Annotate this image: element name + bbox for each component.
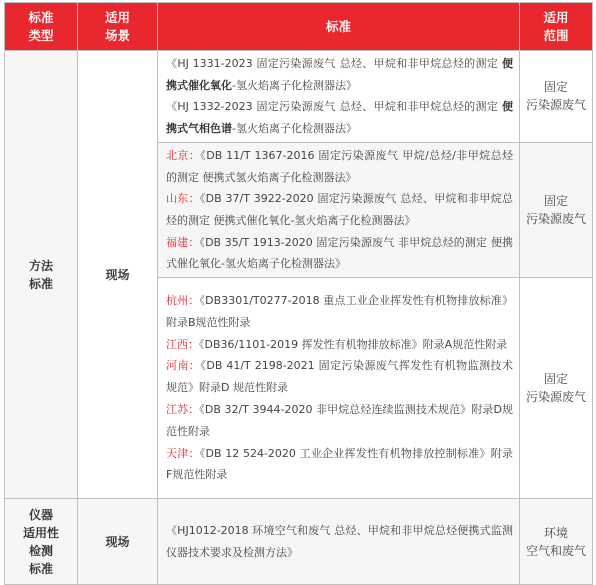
scope-line2: 污染源废气	[525, 211, 586, 226]
method-category-line1: 方法	[28, 258, 53, 273]
instrument-scope-cell	[520, 499, 593, 585]
instrument-category-line1: 仪器	[28, 507, 53, 522]
header-scene	[78, 3, 158, 51]
instrument-standard-cell	[158, 499, 520, 585]
appendix-standard-item: 江西：《DB36/1101-2019 挥发性有机物排放标准》附录A规范性附录	[166, 337, 508, 351]
local-scope-cell	[520, 142, 593, 277]
header-standard-label: 标准	[325, 18, 351, 34]
method-scene-label: 现场	[105, 267, 130, 282]
scope-line1: 固定	[543, 372, 568, 387]
instrument-scene-cell	[78, 499, 158, 585]
header-scene-line1: 适用	[104, 9, 130, 25]
method-scene-cell	[78, 51, 158, 499]
header-standard-type-line1: 标准	[28, 9, 54, 25]
method-category-line2: 标准	[28, 276, 53, 291]
standards-table	[4, 2, 593, 585]
local-standards-cell	[158, 142, 520, 277]
instrument-category-line4: 标准	[28, 561, 53, 576]
header-scope-line1: 适用	[543, 9, 569, 25]
instrument-standard-item: 《HJ1012-2018 环境空气和废气 总烃、甲烷和非甲烷总烃便携式监测仪器技术要求及检测方法》	[166, 523, 513, 559]
appendix-standard-item: 河南：《DB 41/T 2198-2021 固定污染源废气挥发性有机物监测技术规范》附录D 规范性附录	[166, 359, 514, 395]
table-row	[5, 51, 593, 143]
scope-line1: 固定	[543, 80, 568, 95]
appendix-standard-item: 天津：《DB 12 524-2020 工业企业挥发性有机物排放控制标准》附录F规范性附录	[166, 446, 514, 482]
national-standard-item: 《HJ 1332-2023 固定污染源废气 总烃、甲烷和非甲烷总烃的测定 便携式气相色谱-氢火焰离子化检测器法》	[166, 100, 513, 136]
scope-line1: 固定	[543, 193, 568, 208]
local-standard-item: 山东：《DB 37/T 3922-2020 固定污染源废气 总烃、甲烷和非甲烷总烃的测定 便携式催化氧化-氢火焰离子化检测器法》	[166, 192, 513, 227]
instrument-scene-label: 现场	[105, 534, 130, 549]
scope-line1: 环境	[543, 525, 568, 540]
instrument-category-line2: 适用性	[22, 525, 59, 540]
local-standard-item: 福建：《DB 35/T 1913-2020 固定污染源废气 非甲烷总烃的测定 便携式催化氧化-氢火焰离子化检测器法》	[166, 235, 513, 271]
appendix-scope-cell	[520, 278, 593, 499]
scope-line2: 污染源废气	[525, 98, 586, 113]
header-row	[5, 3, 593, 51]
national-scope-cell	[520, 51, 593, 143]
scope-line2: 空气和废气	[525, 543, 586, 558]
header-standard-type	[5, 3, 78, 51]
header-scene-line2: 场景	[104, 27, 130, 43]
appendix-standard-item: 江苏：《DB 32/T 3944-2020 非甲烷总烃连续监测技术规范》附录D规范性附录	[166, 402, 514, 438]
instrument-category-line3: 检测	[28, 543, 53, 558]
header-scope-line2: 范围	[543, 27, 569, 43]
instrument-category-cell	[5, 499, 78, 585]
header-standard	[158, 3, 520, 51]
table-row	[5, 499, 593, 585]
header-scope	[520, 3, 593, 51]
method-category-cell	[5, 51, 78, 499]
header-standard-type-line2: 类型	[28, 27, 54, 43]
scope-line2: 污染源废气	[525, 390, 586, 405]
appendix-standard-item: 杭州：《DB3301/T0277-2018 重点工业企业挥发性有机物排放标准》附录B规范性附录	[166, 293, 513, 329]
national-standard-item: 《HJ 1331-2023 固定污染源废气 总烃、甲烷和非甲烷总烃的测定 便携式催化氧化-氢火焰离子化检测器法》	[166, 57, 513, 92]
local-standard-item: 北京：《DB 11/T 1367-2016 固定污染源废气 甲烷/总烃/非甲烷总烃的测定 便携式氢火焰离子化检测器法》	[166, 148, 514, 184]
national-standards-cell	[158, 51, 520, 143]
appendix-standards-cell	[158, 278, 520, 499]
